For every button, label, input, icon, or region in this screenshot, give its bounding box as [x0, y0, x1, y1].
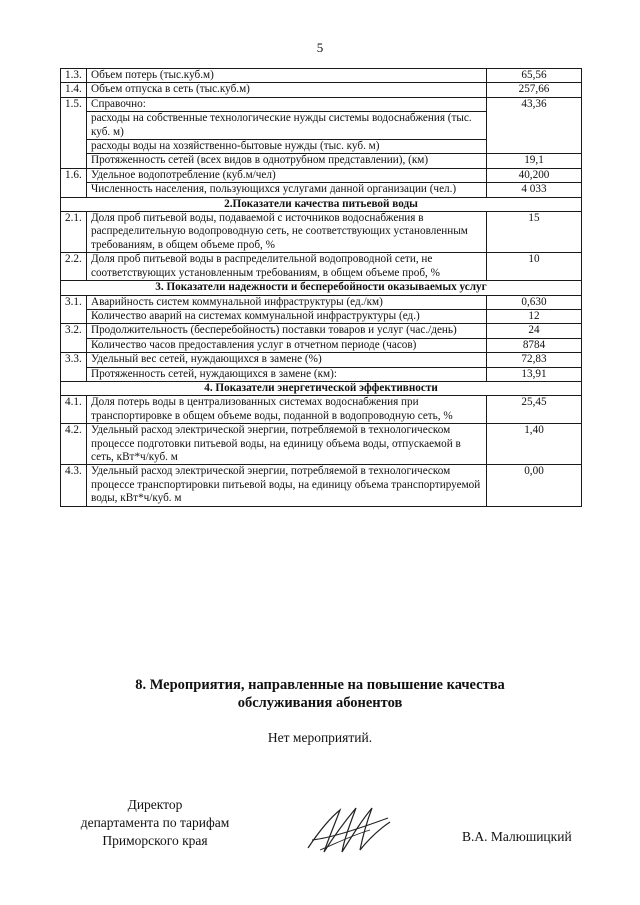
table-row [61, 97, 582, 111]
table-row [61, 367, 582, 381]
table-row [61, 168, 582, 182]
indicator-name: Доля потерь воды в централизованных системах водоснабжения при транспортировке в общем объеме воды, поданной в водопроводную сеть, % [87, 396, 487, 424]
row-number: 3.3. [61, 353, 87, 382]
section-title: 3. Показатели надежности и бесперебойности оказываемых услуг [61, 281, 582, 295]
row-number: 1.4. [61, 83, 87, 97]
indicator-name: Удельный расход электрической энергии, потребляемой в технологическом процессе транспортировки питьевой воды, на единицу объема транспортируемой воды, кВт*ч/куб. м [87, 465, 487, 506]
section-row [61, 381, 582, 395]
section-8-heading-line: обслуживания абонентов [237, 695, 403, 711]
table-row [61, 253, 582, 281]
indicator-value: 25,45 [487, 396, 582, 424]
indicator-value: 12 [487, 309, 582, 323]
indicator-value: 10 [487, 253, 582, 281]
indicator-name: Количество часов предоставления услуг в отчетном периоде (часов) [87, 338, 487, 352]
indicator-value: 65,56 [487, 69, 582, 83]
row-number: 2.2. [61, 253, 87, 281]
signer-title-line: Директор [127, 797, 183, 812]
table-row [61, 338, 582, 352]
section-8-heading-line: 8. Мероприятия, направленные на повышение качества [135, 677, 505, 693]
section-row [61, 281, 582, 295]
indicator-name: Справочно: [87, 97, 487, 111]
table-row [61, 353, 582, 367]
indicator-value: 8784 [487, 338, 582, 352]
indicator-value: 19,1 [487, 154, 582, 168]
page-number: 5 [316, 40, 324, 55]
indicator-value: 257,66 [487, 83, 582, 97]
table-row [61, 309, 582, 323]
indicator-name: Удельное водопотребление (куб.м/чел) [87, 168, 487, 182]
table-row [61, 424, 582, 465]
table-row [61, 465, 582, 506]
row-number: 4.2. [61, 424, 87, 465]
section-title: 4. Показатели энергетической эффективности [61, 381, 582, 395]
indicator-value: 0,00 [487, 465, 582, 506]
indicator-name: Доля проб питьевой воды в распределительной водопроводной сети, не соответствующих установленным требованиям, в общем объеме проб, % [87, 253, 487, 281]
table-row [61, 183, 582, 197]
row-number: 3.1. [61, 295, 87, 324]
table-row [61, 69, 582, 83]
indicator-name: Продолжительность (бесперебойность) поставки товаров и услуг (час./день) [87, 324, 487, 338]
section-8-heading [0, 676, 640, 712]
indicator-name: Протяженность сетей, нуждающихся в замене (км): [87, 367, 487, 381]
table-row [61, 324, 582, 338]
row-number: 1.6. [61, 168, 87, 197]
indicator-value: 15 [487, 212, 582, 253]
row-number: 1.3. [61, 69, 87, 83]
signer-title [60, 796, 250, 850]
row-number: 3.2. [61, 324, 87, 353]
indicator-name: Численность населения, пользующихся услугами данной организации (чел.) [87, 183, 487, 197]
indicator-value: 40,200 [487, 168, 582, 182]
indicator-name: Аварийность систем коммунальной инфраструктуры (ед./км) [87, 295, 487, 309]
table-row [61, 154, 582, 168]
indicator-name: Объем потерь (тыс.куб.м) [87, 69, 487, 83]
row-number: 2.1. [61, 212, 87, 253]
row-number: 4.1. [61, 396, 87, 424]
indicator-name: Удельный расход электрической энергии, потребляемой в технологическом процессе подготовки питьевой воды, на единицу объема воды, отпускаемой в сеть, кВт*ч/куб. м [87, 424, 487, 465]
indicator-value: 72,83 [487, 353, 582, 367]
indicator-name: Объем отпуска в сеть (тыс.куб.м) [87, 83, 487, 97]
signer-name: В.А. Малюшицкий [462, 829, 572, 844]
indicator-name: Удельный вес сетей, нуждающихся в замене (%) [87, 353, 487, 367]
indicator-name: Протяженность сетей (всех видов в однотрубном представлении), (км) [87, 154, 487, 168]
table-row [61, 396, 582, 424]
section-8-body: Нет мероприятий. [267, 730, 373, 745]
section-row [61, 197, 582, 211]
table-row [61, 83, 582, 97]
indicator-value: 1,40 [487, 424, 582, 465]
section-title: 2.Показатели качества питьевой воды [61, 197, 582, 211]
indicator-value: 4 033 [487, 183, 582, 197]
table-row [61, 295, 582, 309]
indicator-name: расходы на собственные технологические нужды системы водоснабжения (тыс. куб. м) [87, 112, 487, 140]
indicator-name: Доля проб питьевой воды, подаваемой с источников водоснабжения в распределительную водопроводную сеть, не соответствующих установленным требованиям, в общем объеме проб, % [87, 212, 487, 253]
indicators-table [60, 68, 582, 507]
handwritten-signature [300, 800, 400, 860]
indicator-value: 24 [487, 324, 582, 338]
table-row [61, 212, 582, 253]
row-number: 4.3. [61, 465, 87, 506]
signer-title-line: департамента по тарифам [80, 815, 230, 830]
indicator-value: 43,36 [487, 97, 582, 154]
indicator-value: 13,91 [487, 367, 582, 381]
signer-title-line: Приморского края [102, 833, 208, 848]
indicator-name: Количество аварий на системах коммунальной инфраструктуры (ед.) [87, 309, 487, 323]
indicator-value: 0,630 [487, 295, 582, 309]
row-number: 1.5. [61, 97, 87, 168]
indicator-name: расходы воды на хозяйственно-бытовые нужды (тыс. куб. м) [87, 140, 487, 154]
